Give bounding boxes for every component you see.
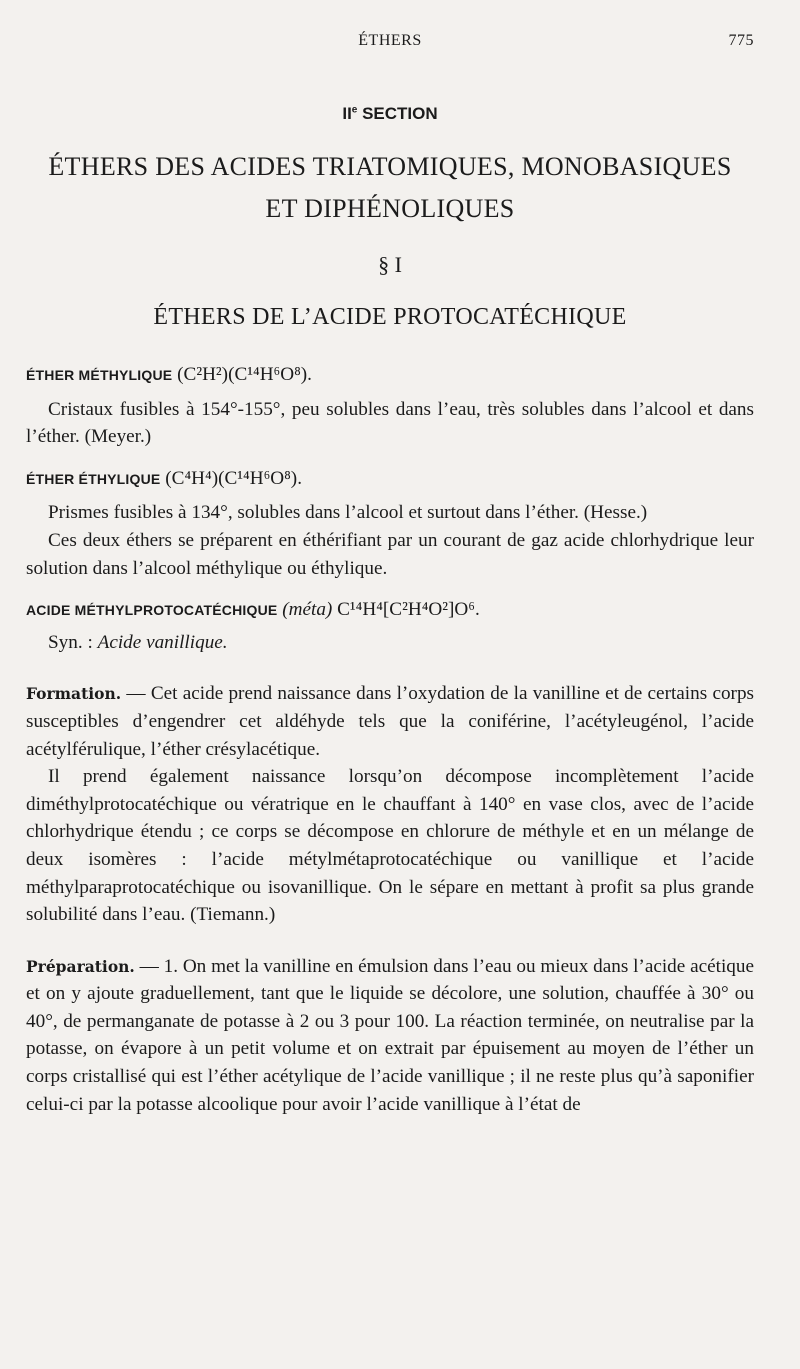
chapter-title-line-1: ÉTHERS DES ACIDES TRIATOMIQUES, MONOBASIQUES — [48, 152, 732, 181]
formation-text-1: — Cet acide prend naissance dans l’oxydation de la vanilline et de certains corps susceptibles d’engendrer cet aldéhyde tels que la coniférine, l’acétyleugénol, l’acide acétylférulique, l’éther crésylacétique. — [26, 683, 755, 760]
entry-ether-ethylique-text-1: Prismes fusibles à 134°, solubles dans l’alcool et surtout dans l’éther. (Hesse.) — [48, 502, 648, 524]
entry-synonym — [26, 629, 754, 657]
entry-formula: C¹⁴H⁴[C²H⁴O²]O⁶. — [337, 599, 480, 621]
section-word: SECTION — [362, 104, 438, 123]
book-page — [26, 22, 754, 1118]
formation-paragraph-2: Il prend également naissance lorsqu’on décompose incomplètement l’acide diméthylprotocatéchique ou vératrique en le chauffant à 140° en vase clos, avec de l’acide chlorhydrique étendu ; ce corps se décompose en chlorure de méthyle et en un mélange de deux isomères : l’acide métylmétaprotocatéchique ou vanillique et l’acide méthylparaprotocatéchique ou isovanillique. On le sépare en mettant à profit sa plus grande solubilité dans l’eau. (Tiemann.) — [26, 766, 754, 926]
section-label — [26, 104, 754, 124]
preparation-paragraph — [26, 953, 754, 1119]
chapter-title — [26, 146, 754, 230]
entry-ether-ethylique-head — [26, 465, 754, 494]
synonym-label: Syn. : — [48, 631, 93, 653]
entry-name: ACIDE MÉTHYLPROTOCATÉCHIQUE — [26, 602, 278, 619]
formation-paragraph-1 — [26, 680, 754, 763]
entry-ether-ethylique-text-2: Ces deux éthers se préparent en éthérifiant par un courant de gaz acide chlorhydrique leur solution dans l’alcool méthylique ou éthylique. — [26, 529, 754, 579]
preparation-text: — 1. On met la vanilline en émulsion dans l’eau ou mieux dans l’acide acétique et on y ajoute graduellement, tant que le liquide se décolore, une solution, chauffée à 30° ou 40°, de permanganate de potasse à 2 ou 3 pour 100. La réaction terminée, on neutralise par la potasse, on évapore à un petit volume et on extrait par épuisement au moyen de l’éther un corps cristallisé qui est l’éther acétylique de l’acide vanillique ; il ne reste plus qu’à saponifier celui-ci par la potasse alcoolique pour avoir l’acide vanillique à l’état de — [26, 955, 755, 1115]
entry-meta: (méta) — [282, 599, 333, 621]
preparation-lead: Préparation. — [26, 956, 135, 976]
entry-formula: (C⁴H⁴)(C¹⁴H⁶O⁸). — [165, 467, 302, 489]
paragraph-mark: § I — [378, 252, 402, 277]
entry-ether-methylique-text: Cristaux fusibles à 154°-155°, peu solubles dans l’eau, très solubles dans l’alcool et dans l’éther. (Meyer.) — [26, 398, 754, 448]
page-number: 775 — [728, 32, 754, 49]
formation-lead: Formation. — [26, 684, 122, 704]
section-roman: II — [342, 104, 352, 123]
entry-name: ÉTHER MÉTHYLIQUE — [26, 367, 173, 383]
running-title: ÉTHERS — [358, 32, 422, 49]
chapter-title-line-2: ET DIPHÉNOLIQUES — [265, 194, 515, 223]
running-header — [26, 22, 754, 56]
entry-acide-head — [26, 596, 754, 625]
section-sup: e — [351, 104, 358, 116]
entry-name: ÉTHER ÉTHYLIQUE — [26, 470, 161, 487]
synonym-value: Acide vanillique. — [97, 631, 228, 653]
entry-formula: (C²H²)(C¹⁴H⁶O⁸). — [177, 364, 312, 385]
sub-title: ÉTHERS DE L’ACIDE PROTOCATÉCHIQUE — [153, 304, 627, 330]
entry-ether-methylique-head — [26, 361, 754, 390]
